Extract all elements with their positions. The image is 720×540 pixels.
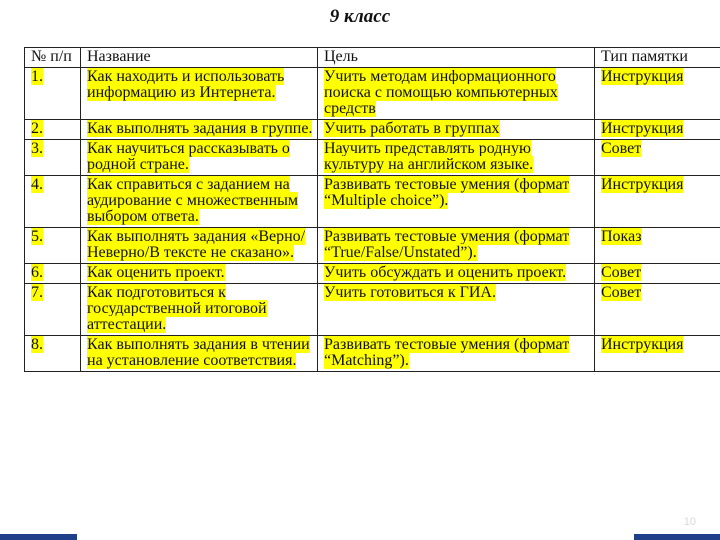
cell-name <box>81 120 318 140</box>
row-type: Инструкция <box>601 120 684 137</box>
cell-type <box>595 176 720 228</box>
cell-goal <box>318 68 595 120</box>
row-number: 3. <box>31 140 43 157</box>
table-row <box>25 176 720 228</box>
cell-number <box>25 336 81 372</box>
cell-name <box>81 176 318 228</box>
cell-type <box>595 264 720 284</box>
row-name: Как выполнять задания в чтении на установление соответствия. <box>87 336 310 369</box>
cell-type <box>595 336 720 372</box>
table-row <box>25 264 720 284</box>
cell-type <box>595 140 720 176</box>
cell-number <box>25 120 81 140</box>
cell-type <box>595 120 720 140</box>
row-goal: Учить методам информационного поиска с помощью компьютерных средств <box>324 68 558 117</box>
cell-name <box>81 264 318 284</box>
cell-number <box>25 228 81 264</box>
row-goal: Научить представлять родную культуру на английском языке. <box>324 140 534 173</box>
cell-number <box>25 264 81 284</box>
row-name: Как находить и использовать информацию из Интернета. <box>87 68 285 101</box>
row-number: 6. <box>31 264 43 281</box>
row-goal: Учить обсуждать и оценить проект. <box>324 264 567 281</box>
memo-table <box>24 47 720 372</box>
table-row <box>25 228 720 264</box>
row-goal: Развивать тестовые умения (формат “Matching”). <box>324 336 570 369</box>
page-number: 10 <box>683 516 696 528</box>
row-type: Инструкция <box>601 68 684 85</box>
cell-goal <box>318 336 595 372</box>
row-type: Совет <box>601 264 642 281</box>
cell-goal <box>318 228 595 264</box>
table-row <box>25 68 720 120</box>
row-goal: Развивать тестовые умения (формат “Multiple choice”). <box>324 176 570 209</box>
table-row <box>25 120 720 140</box>
cell-type <box>595 284 720 336</box>
header-number: № п/п <box>25 48 81 68</box>
row-goal: Развивать тестовые умения (формат “True/False/Unstated”). <box>324 228 570 261</box>
row-number: 4. <box>31 176 43 193</box>
cell-type <box>595 228 720 264</box>
row-number: 7. <box>31 284 43 301</box>
cell-name <box>81 140 318 176</box>
table-row <box>25 284 720 336</box>
table-header-row <box>25 48 720 68</box>
cell-goal <box>318 284 595 336</box>
row-number: 5. <box>31 228 43 245</box>
row-name: Как подготовиться к государственной итоговой аттестации. <box>87 284 267 333</box>
row-number: 2. <box>31 120 43 137</box>
cell-number <box>25 68 81 120</box>
cell-name <box>81 284 318 336</box>
cell-goal <box>318 120 595 140</box>
row-name: Как справиться с заданием на аудирование с множественным выбором ответа. <box>87 176 299 225</box>
footer-bar-right <box>634 534 720 540</box>
cell-type <box>595 68 720 120</box>
row-number: 1. <box>31 68 43 85</box>
row-goal: Учить работать в группах <box>324 120 500 137</box>
cell-name <box>81 336 318 372</box>
table-row <box>25 140 720 176</box>
header-goal: Цель <box>318 48 595 68</box>
footer-bar-left <box>0 534 77 540</box>
cell-name <box>81 228 318 264</box>
row-name: Как научиться рассказывать о родной стране. <box>87 140 290 173</box>
table-row <box>25 336 720 372</box>
row-number: 8. <box>31 336 43 353</box>
page-title: 9 класс <box>329 6 391 27</box>
row-type: Совет <box>601 284 642 301</box>
cell-goal <box>318 140 595 176</box>
row-name: Как выполнять задания в группе. <box>87 120 313 137</box>
row-name: Как выполнять задания «Верно/Неверно/В тексте не сказано». <box>87 228 306 261</box>
cell-goal <box>318 176 595 228</box>
header-type: Тип памятки <box>595 48 720 68</box>
row-goal: Учить готовиться к ГИА. <box>324 284 496 301</box>
row-type: Показ <box>601 228 642 245</box>
cell-goal <box>318 264 595 284</box>
row-name: Как оценить проект. <box>87 264 225 281</box>
cell-name <box>81 68 318 120</box>
cell-number <box>25 140 81 176</box>
cell-number <box>25 284 81 336</box>
row-type: Совет <box>601 140 642 157</box>
cell-number <box>25 176 81 228</box>
header-name: Название <box>81 48 318 68</box>
row-type: Инструкция <box>601 176 684 193</box>
row-type: Инструкция <box>601 336 684 353</box>
